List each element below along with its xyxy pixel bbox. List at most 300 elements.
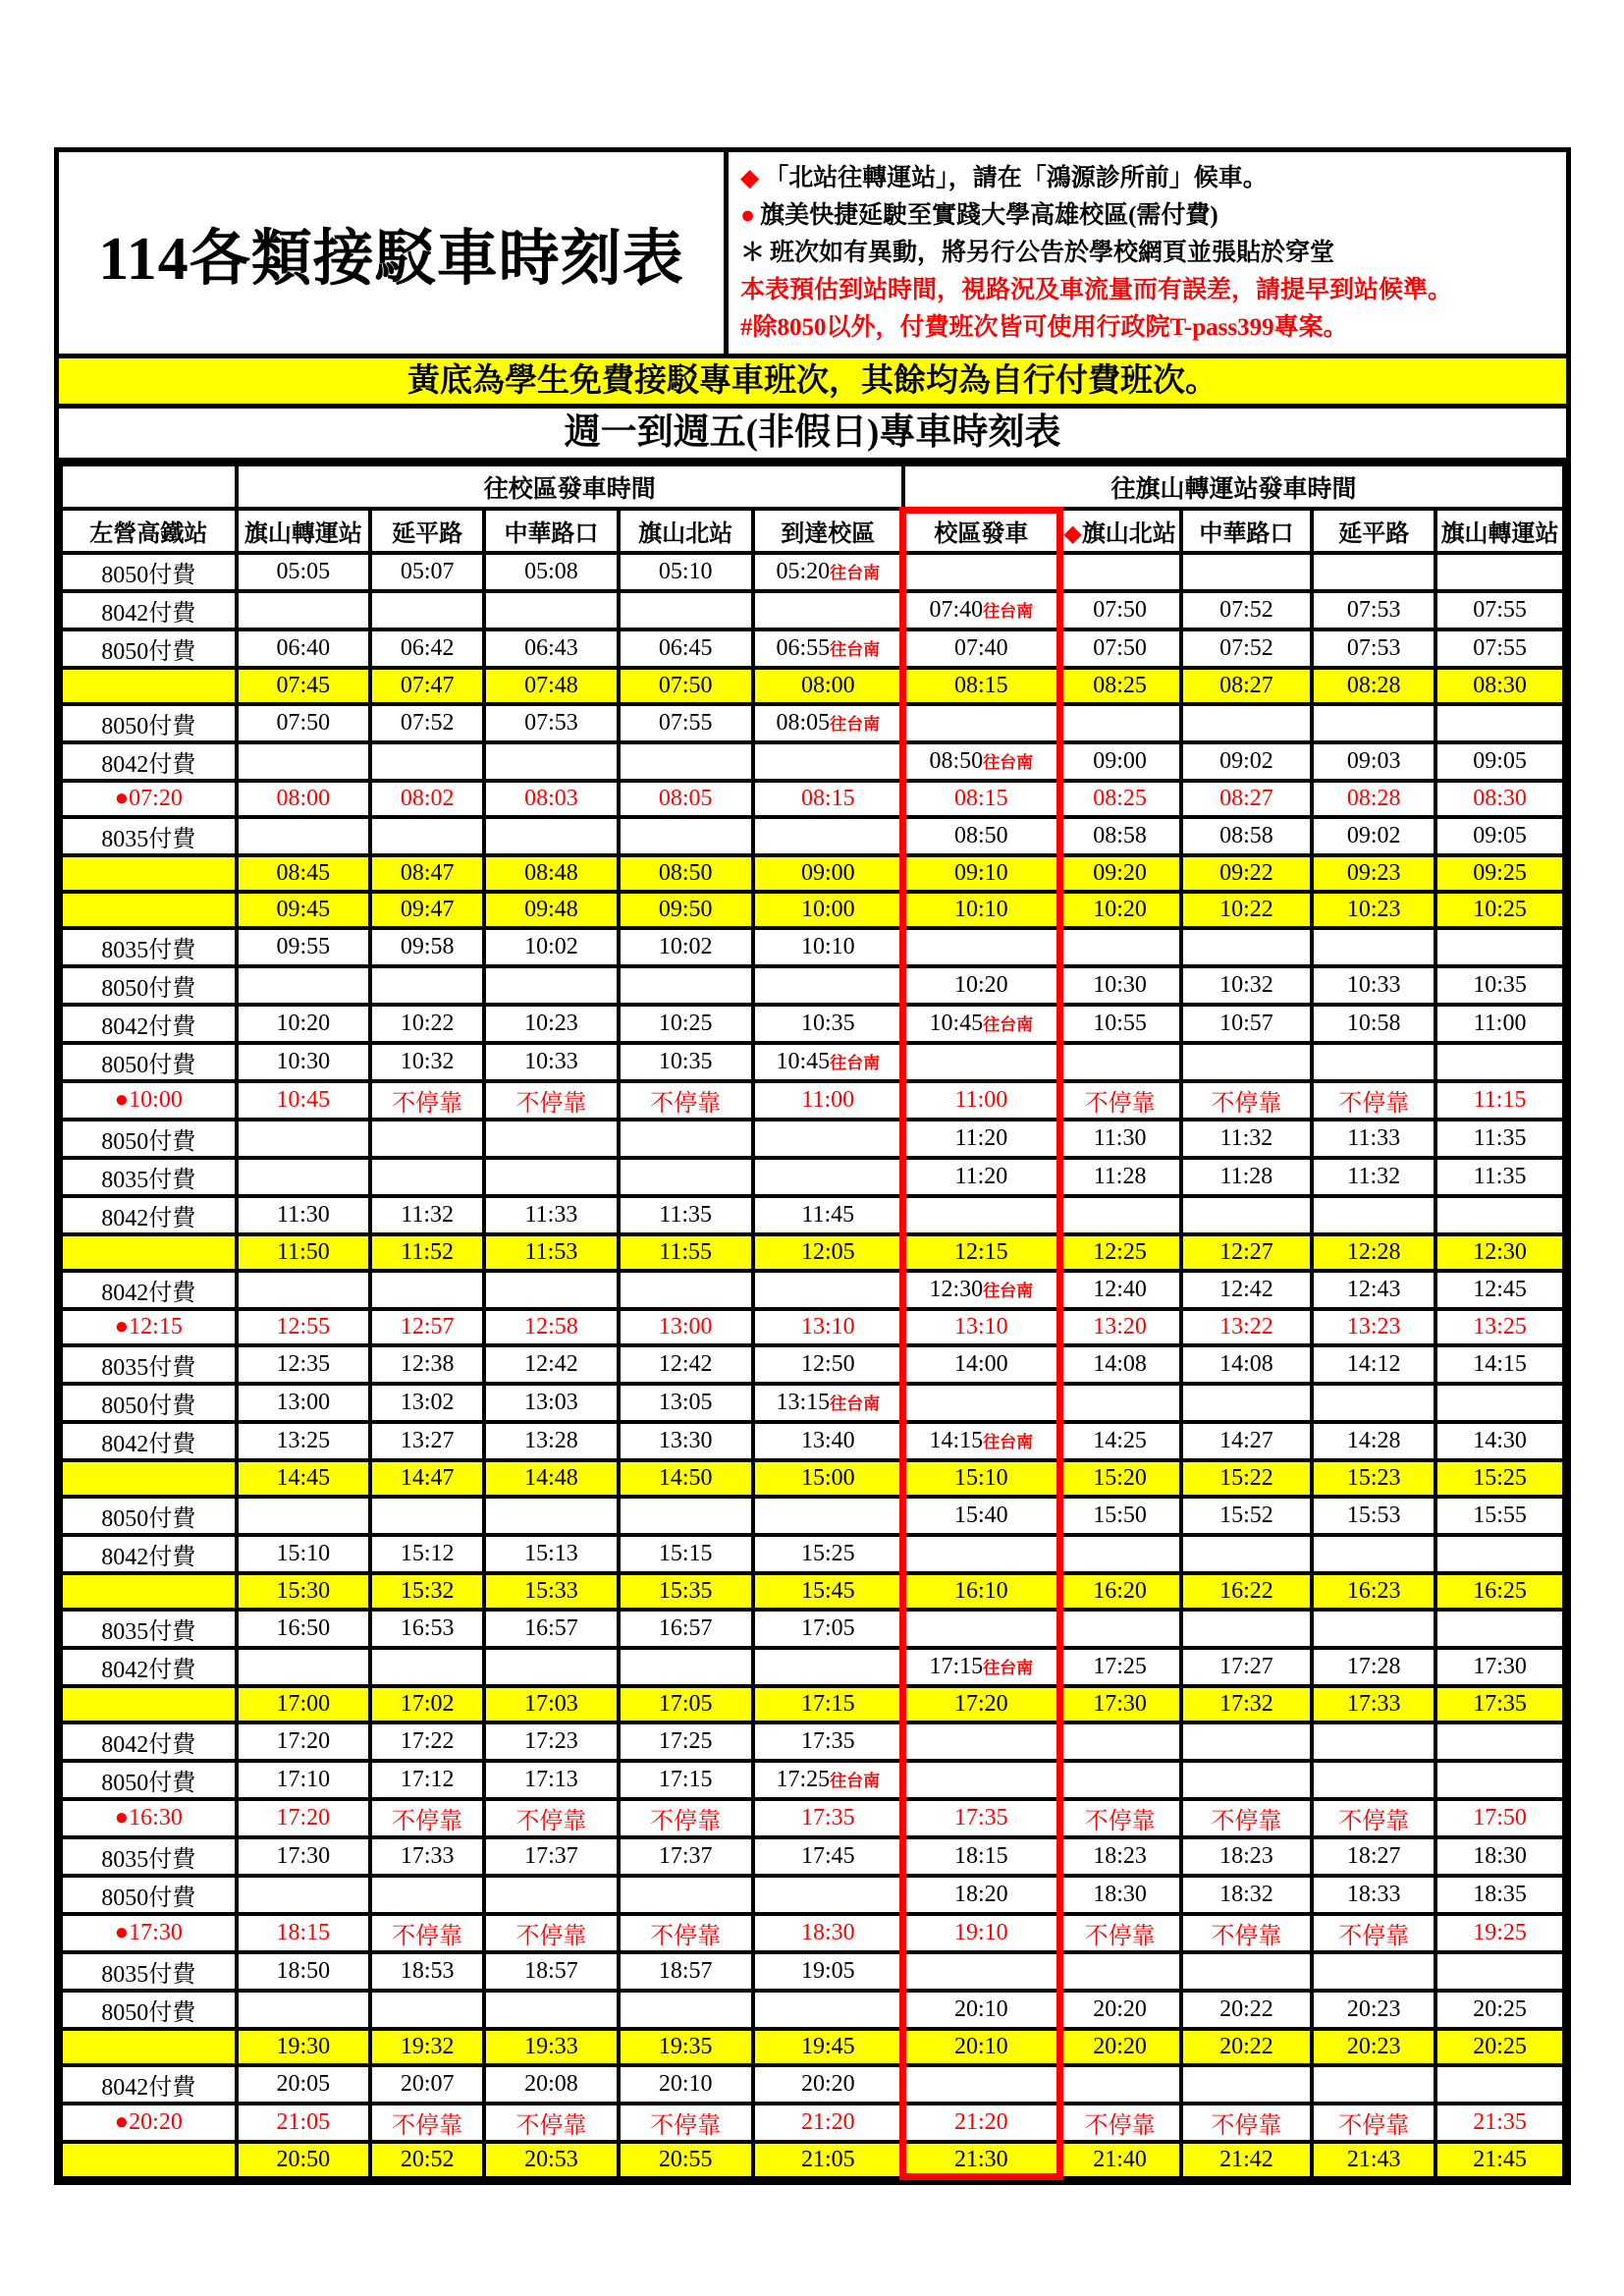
- time-cell: 13:28: [484, 1422, 619, 1460]
- header-box: [59, 152, 1566, 354]
- time-cell: 18:30: [1059, 1876, 1181, 1914]
- time-cell: 11:20: [903, 1158, 1059, 1196]
- time-cell: 15:22: [1181, 1460, 1313, 1497]
- time-cell: 13:05: [619, 1384, 753, 1422]
- time-cell: [753, 1497, 904, 1535]
- time-cell: [484, 1120, 619, 1158]
- time-cell: 11:35: [619, 1196, 753, 1234]
- time-cell: 17:20: [903, 1686, 1059, 1722]
- timetable-row: [61, 1309, 1564, 1345]
- time-cell: 不停靠: [1181, 1081, 1313, 1120]
- route-label-cell: [61, 668, 237, 704]
- time-cell: 16:57: [619, 1610, 753, 1648]
- time-cell: 07:55: [1435, 629, 1564, 668]
- time-cell: [1312, 928, 1435, 966]
- time-cell: 17:15: [753, 1686, 904, 1722]
- route-label-cell: 8042付費: [61, 1648, 237, 1686]
- asterisk-mark: ＊: [740, 240, 766, 266]
- timetable-row: [61, 1422, 1564, 1460]
- time-cell: 07:52: [1181, 629, 1313, 668]
- schedule-banner: 週一到週五(非假日)專車時刻表: [59, 404, 1566, 458]
- time-cell: 08:25: [1059, 668, 1181, 704]
- column-header: 旗山北站: [619, 509, 753, 553]
- time-cell: 不停靠: [619, 2104, 753, 2142]
- time-cell: 11:45: [753, 1196, 904, 1234]
- column-header: ◆旗山北站: [1059, 509, 1181, 553]
- time-cell: 13:40: [753, 1422, 904, 1460]
- time-cell: 不停靠: [484, 1799, 619, 1837]
- time-cell: [370, 742, 484, 781]
- time-cell: [1312, 553, 1435, 591]
- time-cell: [1181, 1610, 1313, 1648]
- to-tainan-suffix: 往台南: [983, 753, 1034, 772]
- time-cell: 不停靠: [1181, 1799, 1313, 1837]
- time-cell: 21:20: [753, 2104, 904, 2142]
- route-label-cell: 8042付費: [61, 1422, 237, 1460]
- time-cell: 18:15: [237, 1914, 371, 1952]
- time-cell: [370, 1648, 484, 1686]
- time-cell: [903, 1535, 1059, 1573]
- time-cell: 09:47: [370, 892, 484, 928]
- route-label-cell: 8035付費: [61, 1345, 237, 1384]
- time-cell: [903, 553, 1059, 591]
- timetable-row: [61, 781, 1564, 817]
- time-cell: 不停靠: [484, 2104, 619, 2142]
- route-label-cell: 8042付費: [61, 1196, 237, 1234]
- time-cell: 08:15: [903, 668, 1059, 704]
- route-label-cell: 8042付費: [61, 2065, 237, 2104]
- time-cell: 17:20: [237, 1799, 371, 1837]
- time-cell: 12:42: [1181, 1271, 1313, 1309]
- time-cell: 11:15: [1435, 1081, 1564, 1120]
- time-cell: [1435, 704, 1564, 742]
- time-cell: 21:40: [1059, 2142, 1181, 2178]
- time-cell: [484, 591, 619, 629]
- time-cell: 09:00: [1059, 742, 1181, 781]
- timetable-row: [61, 1686, 1564, 1722]
- timetable-row: [61, 1497, 1564, 1535]
- time-cell: 17:30: [1435, 1648, 1564, 1686]
- timetable-row: [61, 1043, 1564, 1081]
- time-cell: 14:12: [1312, 1345, 1435, 1384]
- time-cell: 07:52: [1181, 591, 1313, 629]
- column-header-row: [61, 509, 1564, 553]
- time-cell: 08:48: [484, 855, 619, 892]
- route-label-cell: 8050付費: [61, 1876, 237, 1914]
- time-cell: 18:53: [370, 1952, 484, 1991]
- route-label-cell: 8035付費: [61, 1158, 237, 1196]
- time-cell: 20:10: [903, 2029, 1059, 2065]
- time-cell: 05:10: [619, 553, 753, 591]
- time-cell: [1059, 1761, 1181, 1799]
- time-cell: 07:53: [1312, 629, 1435, 668]
- time-cell: 09:22: [1181, 855, 1313, 892]
- time-cell: 不停靠: [484, 1914, 619, 1952]
- time-cell: 10:20: [237, 1005, 371, 1043]
- time-cell: 10:00: [753, 892, 904, 928]
- time-cell: [370, 817, 484, 855]
- time-cell: 13:15往台南: [753, 1384, 904, 1422]
- time-cell: 21:05: [753, 2142, 904, 2178]
- time-cell: 17:35: [753, 1722, 904, 1761]
- time-cell: 不停靠: [1312, 1799, 1435, 1837]
- time-cell: 21:35: [1435, 2104, 1564, 2142]
- time-cell: 21:05: [237, 2104, 371, 2142]
- time-cell: 10:57: [1181, 1005, 1313, 1043]
- time-cell: 17:45: [753, 1837, 904, 1876]
- time-cell: [484, 966, 619, 1005]
- time-cell: [903, 1761, 1059, 1799]
- time-cell: 07:50: [619, 668, 753, 704]
- time-cell: 11:35: [1435, 1158, 1564, 1196]
- time-cell: 13:10: [903, 1309, 1059, 1345]
- note-text: 「北站往轉運站」，請在「鴻源診所前」候車。: [764, 165, 1268, 191]
- route-label-cell: 8042付費: [61, 1722, 237, 1761]
- timetable-row: [61, 1345, 1564, 1384]
- time-cell: 17:30: [1059, 1686, 1181, 1722]
- time-cell: [1181, 1384, 1313, 1422]
- timetable-row: [61, 1914, 1564, 1952]
- time-cell: [1312, 1722, 1435, 1761]
- time-cell: [1312, 1384, 1435, 1422]
- time-cell: 10:30: [237, 1043, 371, 1081]
- time-cell: 17:02: [370, 1686, 484, 1722]
- time-cell: 17:50: [1435, 1799, 1564, 1837]
- time-cell: 10:10: [753, 928, 904, 966]
- time-cell: [753, 742, 904, 781]
- time-cell: 12:42: [619, 1345, 753, 1384]
- time-cell: 17:05: [753, 1610, 904, 1648]
- time-cell: [484, 742, 619, 781]
- route-label-cell: 8042付費: [61, 1271, 237, 1309]
- time-cell: [237, 1158, 371, 1196]
- time-cell: 11:53: [484, 1234, 619, 1271]
- time-cell: 12:30往台南: [903, 1271, 1059, 1309]
- time-cell: [1181, 704, 1313, 742]
- time-cell: 20:20: [753, 2065, 904, 2104]
- time-cell: [753, 591, 904, 629]
- time-cell: [903, 1384, 1059, 1422]
- time-cell: 07:50: [1059, 629, 1181, 668]
- time-cell: 12:57: [370, 1309, 484, 1345]
- time-cell: 15:20: [1059, 1460, 1181, 1497]
- time-cell: 14:27: [1181, 1422, 1313, 1460]
- group-header-row: [61, 465, 1564, 509]
- note-line: [740, 160, 1560, 197]
- route-label-cell: 8042付費: [61, 1005, 237, 1043]
- time-cell: 不停靠: [370, 1914, 484, 1952]
- time-cell: 08:50往台南: [903, 742, 1059, 781]
- time-cell: 17:00: [237, 1686, 371, 1722]
- notes-box: [729, 152, 1566, 354]
- time-cell: 14:28: [1312, 1422, 1435, 1460]
- time-cell: 07:55: [1435, 591, 1564, 629]
- time-cell: 07:45: [237, 668, 371, 704]
- timetable-row: [61, 2029, 1564, 2065]
- time-cell: 13:25: [1435, 1309, 1564, 1345]
- time-cell: 09:10: [903, 855, 1059, 892]
- time-cell: 20:07: [370, 2065, 484, 2104]
- note-line: [740, 272, 1560, 309]
- time-cell: 08:28: [1312, 668, 1435, 704]
- time-cell: [619, 817, 753, 855]
- time-cell: 18:15: [903, 1837, 1059, 1876]
- page-title: 114各類接駁車時刻表: [59, 152, 729, 354]
- timetable-row: [61, 1384, 1564, 1422]
- time-cell: 18:23: [1059, 1837, 1181, 1876]
- to-tainan-suffix: 往台南: [983, 1015, 1034, 1034]
- time-cell: [1059, 1610, 1181, 1648]
- time-cell: 21:45: [1435, 2142, 1564, 2178]
- time-cell: 08:15: [753, 781, 904, 817]
- time-cell: 16:20: [1059, 1573, 1181, 1610]
- time-cell: [903, 1952, 1059, 1991]
- time-cell: [903, 928, 1059, 966]
- time-cell: [237, 1876, 371, 1914]
- time-cell: 20:10: [903, 1991, 1059, 2029]
- to-tainan-suffix: 往台南: [983, 1433, 1034, 1451]
- time-cell: 06:40: [237, 629, 371, 668]
- time-cell: [619, 966, 753, 1005]
- time-cell: 18:33: [1312, 1876, 1435, 1914]
- time-cell: [1435, 1535, 1564, 1573]
- timetable-wrap: [59, 458, 1566, 2180]
- timetable-row: [61, 1005, 1564, 1043]
- time-cell: 17:15: [619, 1761, 753, 1799]
- time-cell: 21:20: [903, 2104, 1059, 2142]
- time-cell: 17:28: [1312, 1648, 1435, 1686]
- time-cell: 20:20: [1059, 1991, 1181, 2029]
- time-cell: 11:28: [1059, 1158, 1181, 1196]
- time-cell: 17:23: [484, 1722, 619, 1761]
- column-header: 旗山轉運站: [237, 509, 371, 553]
- timetable-row: [61, 704, 1564, 742]
- time-cell: 不停靠: [1059, 1081, 1181, 1120]
- time-cell: 11:30: [1059, 1120, 1181, 1158]
- time-cell: 20:22: [1181, 2029, 1313, 2065]
- time-cell: 08:03: [484, 781, 619, 817]
- time-cell: 19:25: [1435, 1914, 1564, 1952]
- time-cell: 11:35: [1435, 1120, 1564, 1158]
- time-cell: [237, 1497, 371, 1535]
- time-cell: [619, 1271, 753, 1309]
- timetable-row: [61, 1837, 1564, 1876]
- time-cell: [903, 1043, 1059, 1081]
- time-cell: 07:55: [619, 704, 753, 742]
- time-cell: 17:35: [753, 1799, 904, 1837]
- time-cell: [753, 1271, 904, 1309]
- time-cell: 不停靠: [619, 1081, 753, 1120]
- time-cell: 15:40: [903, 1497, 1059, 1535]
- time-cell: 10:02: [619, 928, 753, 966]
- note-line: [740, 235, 1560, 272]
- to-tainan-suffix: 往台南: [830, 1054, 881, 1072]
- time-cell: [370, 591, 484, 629]
- time-cell: 13:30: [619, 1422, 753, 1460]
- time-cell: 14:15往台南: [903, 1422, 1059, 1460]
- route-label-cell: [61, 1234, 237, 1271]
- time-cell: 07:53: [484, 704, 619, 742]
- time-cell: 13:03: [484, 1384, 619, 1422]
- time-cell: 不停靠: [370, 1081, 484, 1120]
- time-cell: 15:53: [1312, 1497, 1435, 1535]
- time-cell: [1059, 1722, 1181, 1761]
- to-tainan-suffix: 往台南: [983, 1282, 1034, 1300]
- time-cell: 13:00: [619, 1309, 753, 1345]
- time-cell: 15:13: [484, 1535, 619, 1573]
- time-cell: 15:15: [619, 1535, 753, 1573]
- time-cell: 11:33: [1312, 1120, 1435, 1158]
- time-cell: 19:35: [619, 2029, 753, 2065]
- route-label-cell: 8050付費: [61, 1991, 237, 2029]
- time-cell: 12:38: [370, 1345, 484, 1384]
- time-cell: 10:35: [619, 1043, 753, 1081]
- time-cell: 20:25: [1435, 2029, 1564, 2065]
- time-cell: [237, 966, 371, 1005]
- timetable-row: [61, 1535, 1564, 1573]
- group-header-blank: [61, 465, 237, 509]
- time-cell: 09:05: [1435, 817, 1564, 855]
- time-cell: [1181, 1043, 1313, 1081]
- time-cell: [370, 1271, 484, 1309]
- route-label-cell: ●07:20: [61, 781, 237, 817]
- time-cell: 06:42: [370, 629, 484, 668]
- time-cell: [1435, 1761, 1564, 1799]
- time-cell: [1181, 1722, 1313, 1761]
- timetable-row: [61, 966, 1564, 1005]
- timetable-row: [61, 629, 1564, 668]
- time-cell: 12:28: [1312, 1234, 1435, 1271]
- timetable-row: [61, 742, 1564, 781]
- time-cell: 10:22: [1181, 892, 1313, 928]
- time-cell: 17:25: [619, 1722, 753, 1761]
- time-cell: [484, 1158, 619, 1196]
- time-cell: 09:20: [1059, 855, 1181, 892]
- time-cell: 07:50: [237, 704, 371, 742]
- time-cell: 21:43: [1312, 2142, 1435, 2178]
- time-cell: [1181, 1535, 1313, 1573]
- time-cell: 不停靠: [1181, 2104, 1313, 2142]
- time-cell: 18:57: [619, 1952, 753, 1991]
- time-cell: 15:45: [753, 1573, 904, 1610]
- time-cell: 10:22: [370, 1005, 484, 1043]
- time-cell: [1435, 1952, 1564, 1991]
- route-label-cell: 8035付費: [61, 1610, 237, 1648]
- time-cell: 05:08: [484, 553, 619, 591]
- time-cell: 17:25: [1059, 1648, 1181, 1686]
- time-cell: 07:40: [903, 629, 1059, 668]
- time-cell: [753, 817, 904, 855]
- time-cell: [1312, 2065, 1435, 2104]
- time-cell: 06:43: [484, 629, 619, 668]
- time-cell: 12:35: [237, 1345, 371, 1384]
- time-cell: [1435, 553, 1564, 591]
- time-cell: [753, 1120, 904, 1158]
- time-cell: 不停靠: [1312, 2104, 1435, 2142]
- time-cell: [1181, 2065, 1313, 2104]
- time-cell: [1312, 1761, 1435, 1799]
- time-cell: 14:08: [1059, 1345, 1181, 1384]
- time-cell: 14:45: [237, 1460, 371, 1497]
- time-cell: 18:30: [753, 1914, 904, 1952]
- time-cell: [370, 1120, 484, 1158]
- route-label-cell: 8035付費: [61, 1952, 237, 1991]
- to-tainan-suffix: 往台南: [830, 715, 881, 734]
- time-cell: 20:23: [1312, 2029, 1435, 2065]
- time-cell: 18:27: [1312, 1837, 1435, 1876]
- time-cell: 09:03: [1312, 742, 1435, 781]
- time-cell: 15:33: [484, 1573, 619, 1610]
- time-cell: [484, 1648, 619, 1686]
- time-cell: [619, 742, 753, 781]
- time-cell: 10:58: [1312, 1005, 1435, 1043]
- time-cell: 12:50: [753, 1345, 904, 1384]
- time-cell: 09:25: [1435, 855, 1564, 892]
- time-cell: 11:32: [1312, 1158, 1435, 1196]
- group-header-campus: 往校區發車時間: [237, 465, 904, 509]
- time-cell: 20:25: [1435, 1991, 1564, 2029]
- time-cell: [237, 742, 371, 781]
- time-cell: 10:45往台南: [753, 1043, 904, 1081]
- time-cell: 10:35: [1435, 966, 1564, 1005]
- time-cell: 08:28: [1312, 781, 1435, 817]
- time-cell: 10:30: [1059, 966, 1181, 1005]
- timetable-row: [61, 2065, 1564, 2104]
- time-cell: 14:48: [484, 1460, 619, 1497]
- time-cell: 20:52: [370, 2142, 484, 2178]
- time-cell: [903, 2065, 1059, 2104]
- time-cell: 18:57: [484, 1952, 619, 1991]
- time-cell: 11:33: [484, 1196, 619, 1234]
- time-cell: 16:57: [484, 1610, 619, 1648]
- time-cell: [1435, 1043, 1564, 1081]
- time-cell: 07:52: [370, 704, 484, 742]
- time-cell: 21:30: [903, 2142, 1059, 2178]
- route-label-cell: 8035付費: [61, 1837, 237, 1876]
- time-cell: 不停靠: [1059, 2104, 1181, 2142]
- time-cell: 13:27: [370, 1422, 484, 1460]
- timetable-row: [61, 928, 1564, 966]
- time-cell: [1435, 928, 1564, 966]
- time-cell: [1312, 1535, 1435, 1573]
- time-cell: 15:50: [1059, 1497, 1181, 1535]
- time-cell: 不停靠: [1059, 1799, 1181, 1837]
- time-cell: 20:55: [619, 2142, 753, 2178]
- time-cell: 17:03: [484, 1686, 619, 1722]
- time-cell: [237, 817, 371, 855]
- time-cell: 14:00: [903, 1345, 1059, 1384]
- time-cell: 08:15: [903, 781, 1059, 817]
- time-cell: 07:40往台南: [903, 591, 1059, 629]
- time-cell: [1059, 1043, 1181, 1081]
- time-cell: 15:12: [370, 1535, 484, 1573]
- time-cell: [237, 1120, 371, 1158]
- time-cell: 08:45: [237, 855, 371, 892]
- time-cell: 15:35: [619, 1573, 753, 1610]
- column-header: 中華路口: [1181, 509, 1313, 553]
- timetable-row: [61, 668, 1564, 704]
- diamond-icon: ◆: [740, 165, 760, 191]
- time-cell: 15:25: [1435, 1460, 1564, 1497]
- time-cell: [484, 1497, 619, 1535]
- time-cell: 不停靠: [484, 1081, 619, 1120]
- timetable-row: [61, 1648, 1564, 1686]
- time-cell: 19:10: [903, 1914, 1059, 1952]
- route-label-cell: 8050付費: [61, 966, 237, 1005]
- route-label-cell: 8050付費: [61, 1384, 237, 1422]
- diamond-icon: ◆: [1063, 521, 1082, 547]
- timetable-table: [59, 463, 1566, 2180]
